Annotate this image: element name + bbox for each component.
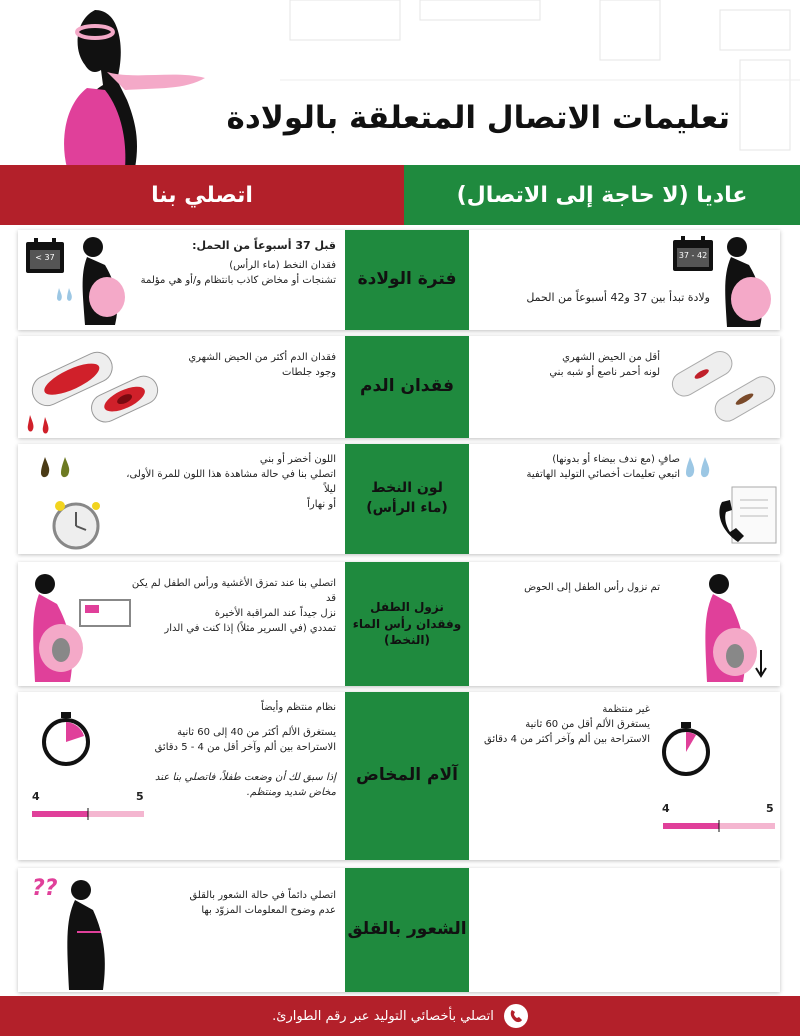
contact-text-birth-period — [130, 258, 336, 288]
normal-line: اتبعي تعليمات أخصائي التوليد الهاتفية — [526, 469, 680, 480]
pregnant-woman-icon — [55, 10, 215, 168]
scale-label: 4 — [32, 790, 40, 803]
contact-text-blood-loss — [150, 350, 336, 380]
pregnant-woman-bed-icon — [25, 570, 135, 682]
pregnant-woman-icon — [715, 235, 775, 327]
calendar-label: < 37 — [35, 253, 55, 262]
header — [0, 0, 800, 165]
pregnant-woman-descent-icon — [695, 570, 770, 682]
normal-text-amniotic-color — [480, 452, 680, 482]
normal-text-birth-period: ولادة تبدأ بين 37 و42 أسبوعاً من الحمل — [526, 291, 710, 304]
water-drops-icon — [683, 455, 713, 483]
scale-label: 5 — [136, 790, 144, 803]
category-anxiety: الشعور بالقلق — [345, 868, 469, 992]
page-title: تعليمات الاتصال المتعلقة بالولادة — [226, 100, 730, 136]
contact-line: اتصلي بنا في حالة مشاهدة هذا اللون للمرة الأولى، ليلاً — [126, 469, 336, 495]
contact-line: فقدان الدم أكثر من الحيض الشهري — [188, 352, 336, 363]
building-background-icon — [280, 0, 800, 160]
contact-line: اتصلي دائماً في حالة الشعور بالقلق — [189, 890, 336, 901]
contact-line: عدم وضوح المعلومات المزوّد بها — [201, 905, 336, 916]
contact-line: فقدان النخط (ماء الرأس) — [229, 260, 336, 271]
contact-line: نظام منتظم وأيضاً — [261, 702, 336, 713]
scale-label: 4 — [662, 802, 670, 815]
category-line: (ماء الرأس) — [366, 500, 448, 516]
contact-line: اللون أخضر أو بني — [259, 454, 336, 465]
emergency-footer — [0, 996, 800, 1036]
category-line: لون النخط — [371, 480, 443, 497]
contact-line: الاستراحة بين ألم وآخر أقل من 4 - 5 دقائق — [154, 742, 336, 753]
contact-note: إذا سبق لك أن وضعت طفلاً، فاتصلي بنا عند مخاض شديد ومنتظم. — [155, 772, 336, 798]
contact-text-baby-descent — [130, 576, 336, 636]
contact-line: تمددي (في السرير مثلاً) إذا كنت في الدار — [164, 623, 336, 634]
pregnant-woman-icon — [75, 235, 130, 325]
contact-text-anxiety — [130, 888, 336, 918]
normal-no-call-banner: عاديا (لا حاجة إلى الاتصال) — [404, 165, 800, 225]
category-line: نزول الطفل — [370, 599, 444, 614]
normal-line: غير منتظمة — [602, 704, 650, 715]
stopwatch-icon — [40, 712, 92, 768]
contraction-scale-bar — [663, 820, 775, 832]
normal-text-baby-descent: تم نزول رأس الطفل إلى الحوض — [524, 582, 660, 593]
phone-icon[interactable] — [504, 1004, 528, 1028]
category-amniotic-color — [345, 444, 469, 554]
contact-text-amniotic-color — [120, 452, 336, 512]
normal-line: أقل من الحيض الشهري — [562, 352, 660, 363]
category-labor-pains: آلام المخاض — [345, 692, 469, 860]
footer-text: اتصلي بأخصائي التوليد عبر رقم الطوارئ. — [272, 1008, 494, 1024]
contact-text-labor-pains — [140, 700, 336, 755]
clock-icon — [48, 496, 106, 552]
contact-line: نزل جيداً عند المراقبة الأخيرة — [214, 608, 336, 619]
normal-text-blood-loss — [480, 350, 660, 380]
phone-document-icon — [712, 482, 780, 550]
contact-line: وجود جلطات — [282, 367, 336, 378]
water-drops-icon — [55, 286, 75, 304]
normal-line: صافٍ (مع ندف بيضاء أو بدونها) — [552, 454, 680, 465]
scale-label: 5 — [766, 802, 774, 815]
normal-line: لونه أحمر ناصع أو شبه بني — [549, 367, 660, 378]
contact-line: أو نهاراً — [307, 499, 336, 510]
normal-text-labor-pains — [480, 702, 650, 747]
contact-line: يستغرق الألم أكثر من 40 إلى 60 ثانية — [177, 727, 336, 738]
contact-line: تشنجات أو مخاض كاذب بانتظام و/أو هي مؤلمة — [140, 275, 336, 286]
contact-us-banner: اتصلي بنا — [0, 165, 404, 225]
contact-heading: قبل 37 أسبوعاً من الحمل: — [192, 239, 336, 252]
category-line: وفقدان رأس الماء (النخط) — [352, 616, 462, 648]
colored-drops-icon — [35, 455, 80, 483]
normal-line: يستغرق الألم أقل من 60 ثانية — [525, 719, 650, 730]
worried-pregnant-woman-icon — [55, 876, 115, 990]
category-baby-descent — [345, 562, 469, 686]
normal-line: الاستراحة بين ألم وآخر أكثر من 4 دقائق — [483, 734, 650, 745]
calendar-label: 37 - 42 — [678, 251, 708, 260]
contraction-scale-bar — [32, 808, 144, 820]
category-blood-loss: فقدان الدم — [345, 336, 469, 438]
category-birth-period: فترة الولادة — [345, 230, 469, 330]
light-pads-icon — [665, 345, 780, 430]
contact-line: اتصلي بنا عند تمزق الأغشية ورأس الطفل لم يكن قد — [131, 578, 336, 604]
question-marks: ?? — [32, 876, 58, 901]
bloody-pads-icon — [25, 345, 165, 435]
stopwatch-icon — [660, 722, 712, 778]
